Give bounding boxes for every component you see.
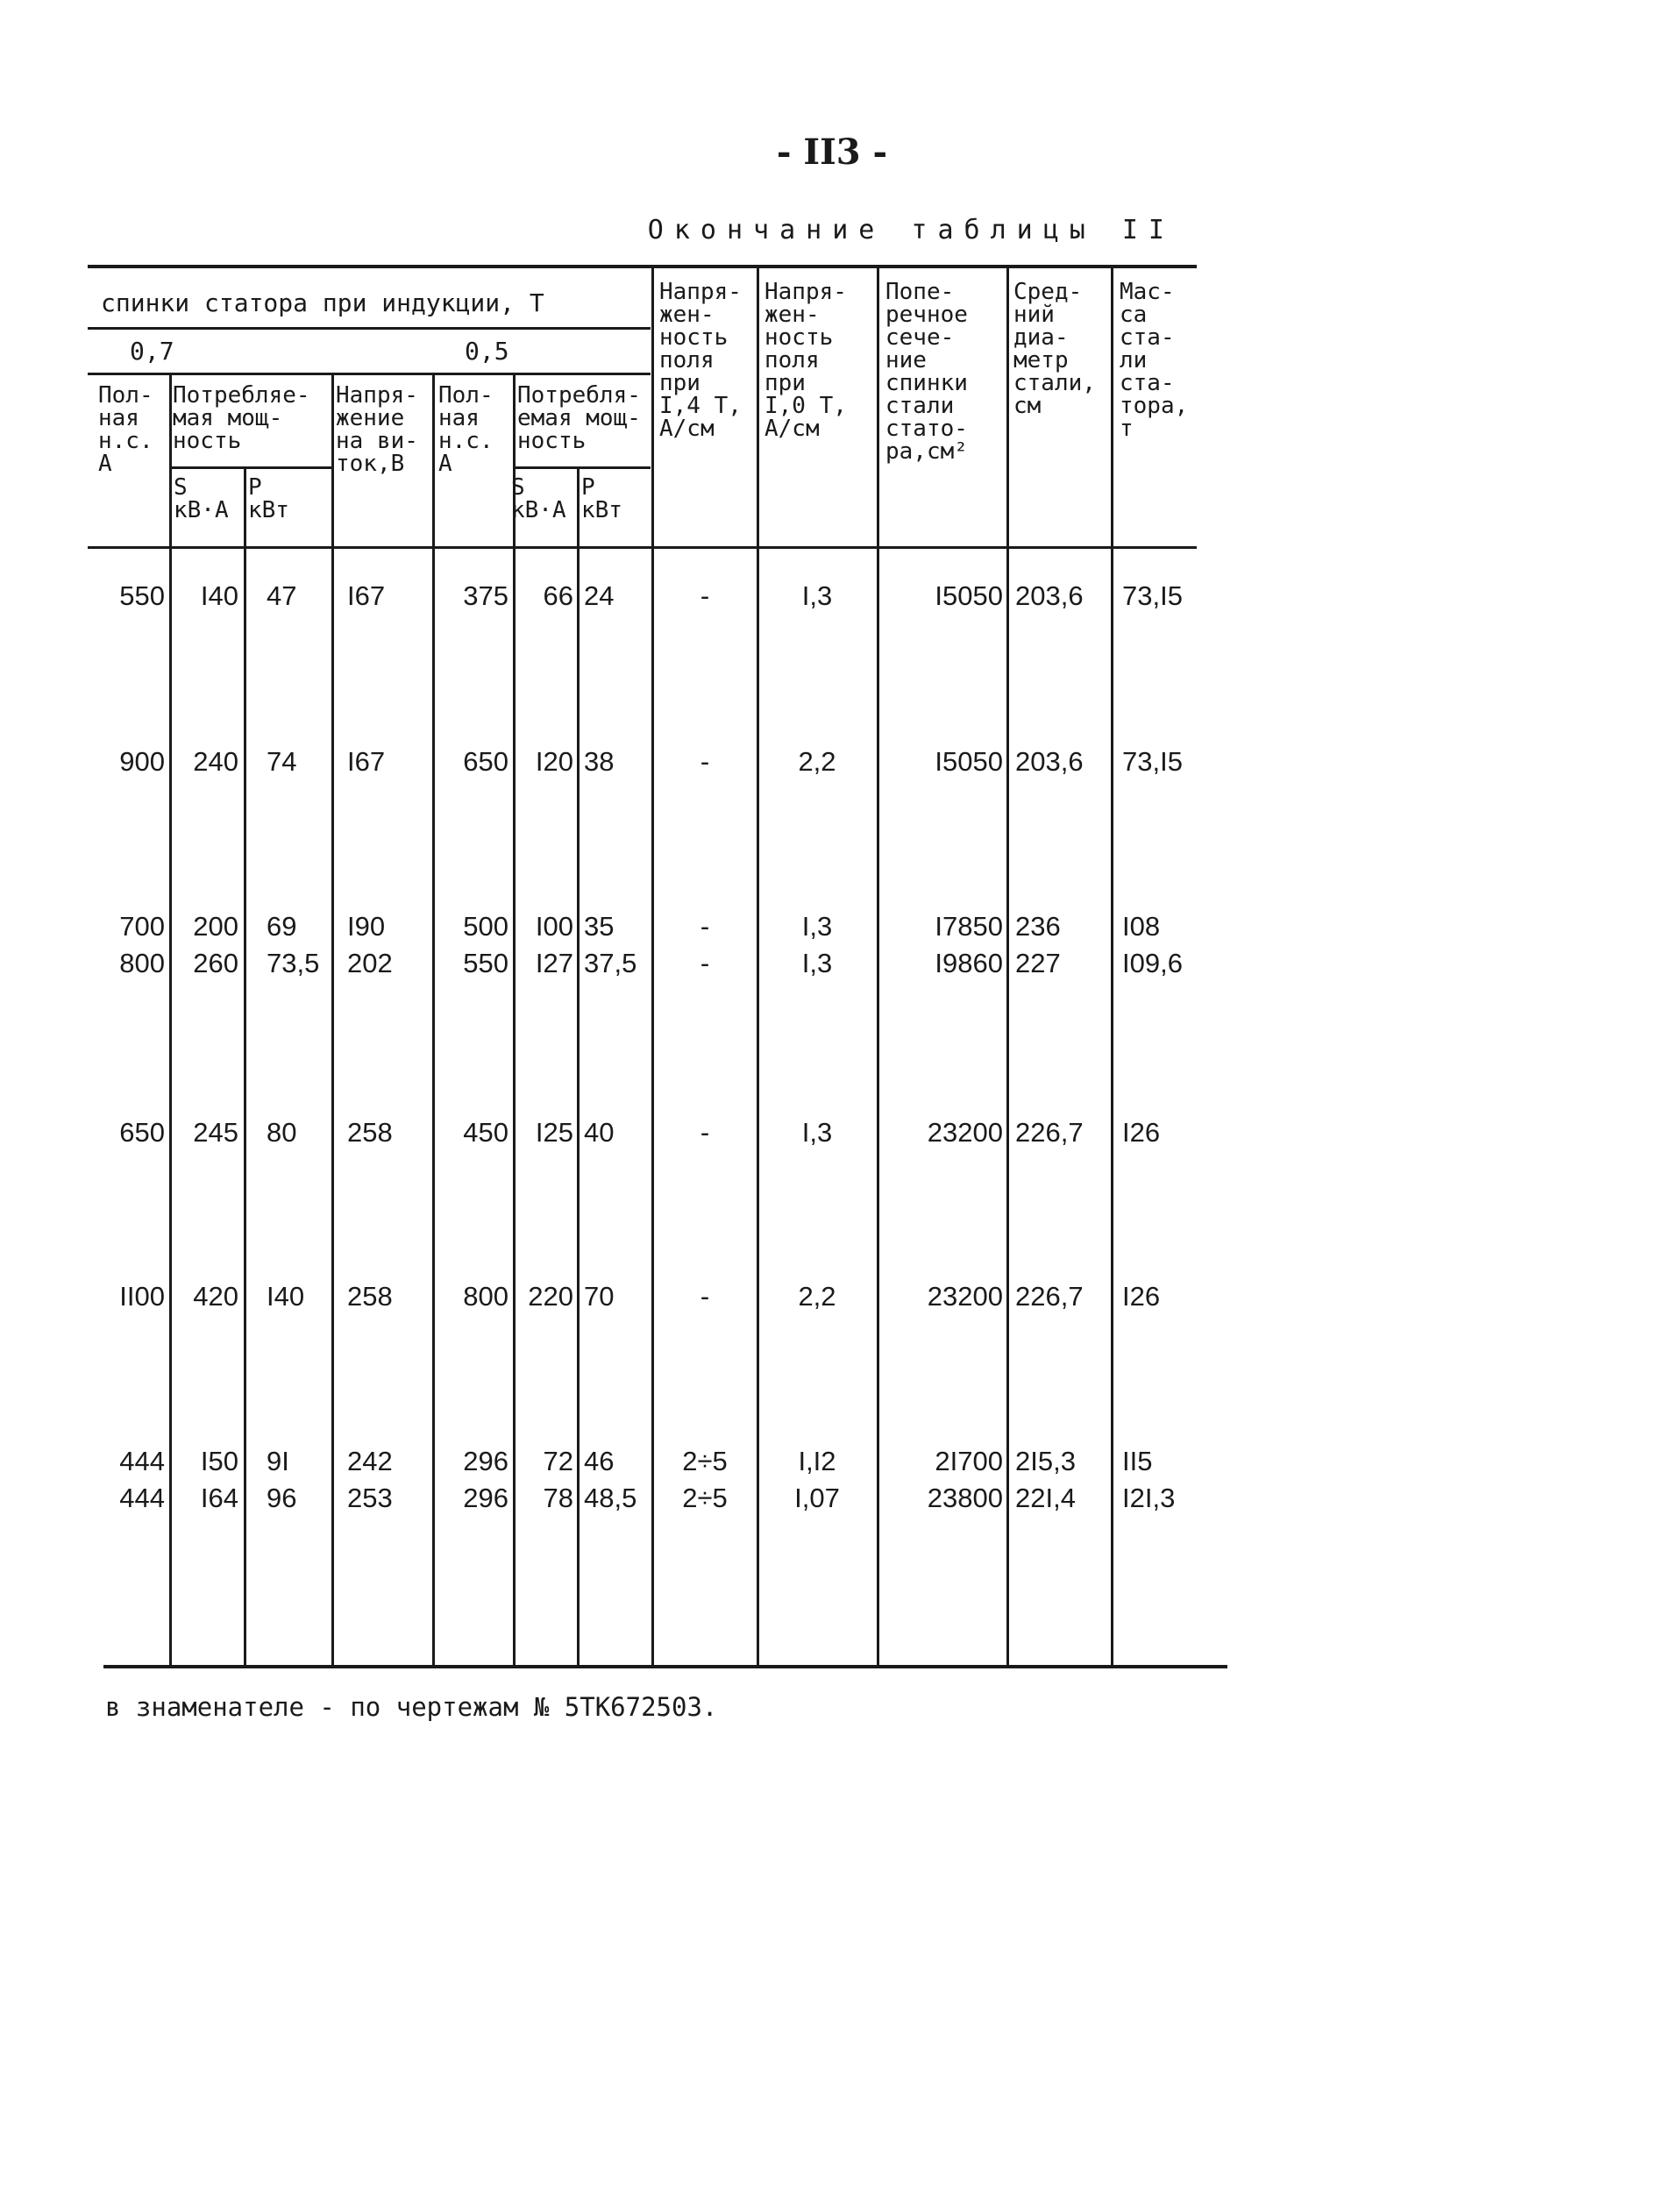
table-cell: 70 bbox=[584, 1281, 615, 1312]
table-cell: 23200 bbox=[927, 1117, 1003, 1148]
table-cell: 200 bbox=[193, 911, 238, 942]
table-cell: I,I2 bbox=[798, 1446, 836, 1476]
table-cell: 444 bbox=[119, 1483, 165, 1513]
mass-header: Мас- са ста- ли ста- тора, т bbox=[1120, 279, 1189, 442]
table-cell: I00 bbox=[535, 911, 573, 942]
table-cell: I2I,3 bbox=[1122, 1483, 1176, 1513]
table-cell: I50 bbox=[200, 1446, 238, 1476]
voltage-header: Напря- жение на ви- ток,В bbox=[336, 382, 418, 477]
table-cell: I67 bbox=[347, 746, 386, 777]
table-cell: I40 bbox=[267, 1281, 305, 1312]
s-unit-b: S кВ·А bbox=[511, 474, 566, 523]
table-cell: 2÷5 bbox=[682, 1483, 728, 1513]
table-cell: 226,7 bbox=[1015, 1117, 1084, 1148]
cross-section-header: Попе- речное сече- ние спинки стали стато- ра,см² bbox=[885, 279, 968, 465]
table-cell: 240 bbox=[193, 746, 238, 777]
col-divider bbox=[1111, 267, 1113, 1665]
table-cell: 258 bbox=[347, 1117, 393, 1148]
s-unit-a: S кВ·А bbox=[174, 474, 229, 523]
table-cell: 242 bbox=[347, 1446, 393, 1476]
table-cell: - bbox=[700, 580, 710, 611]
table-cell: I25 bbox=[535, 1117, 573, 1148]
footnote: в знаменателе - по чертежам № 5ТК672503. bbox=[105, 1692, 718, 1722]
col-divider bbox=[244, 468, 246, 1665]
col-divider bbox=[169, 374, 172, 1665]
table-cell: 2,2 bbox=[798, 746, 836, 777]
table-cell: 203,6 bbox=[1015, 746, 1084, 777]
col-divider bbox=[577, 468, 580, 1665]
table-cell: 227 bbox=[1015, 948, 1061, 978]
table-cell: 80 bbox=[267, 1117, 297, 1148]
col-divider bbox=[331, 374, 334, 1665]
table-cell: II00 bbox=[119, 1281, 165, 1312]
table-cell: - bbox=[700, 911, 710, 942]
table-cell: 245 bbox=[193, 1117, 238, 1148]
table-cell: 236 bbox=[1015, 911, 1061, 942]
table-cell: 700 bbox=[119, 911, 165, 942]
table-cell: 78 bbox=[543, 1483, 573, 1513]
table-cell: - bbox=[700, 948, 710, 978]
field-10-header: Напря- жен- ность поля при I,0 Т, А/см bbox=[764, 279, 847, 442]
table-cell: I,3 bbox=[801, 948, 833, 978]
table-cell: 23800 bbox=[927, 1483, 1003, 1513]
table-cell: 550 bbox=[119, 580, 165, 611]
table-cell: 2,2 bbox=[798, 1281, 836, 1312]
table-cell: I,3 bbox=[801, 911, 833, 942]
table-cell: 650 bbox=[119, 1117, 165, 1148]
table-cell: I27 bbox=[535, 948, 573, 978]
table-cell: 9I bbox=[267, 1446, 289, 1476]
table-cell: II5 bbox=[1122, 1446, 1153, 1476]
diameter-header: Сред- ний диа- метр стали, см bbox=[1013, 279, 1096, 419]
table-cell: 38 bbox=[584, 746, 615, 777]
field-14-header: Напря- жен- ность поля при I,4 Т, А/см bbox=[659, 279, 742, 442]
table-cell: 450 bbox=[463, 1117, 508, 1148]
page-number: - II3 - bbox=[776, 132, 888, 173]
table-caption: Окончание таблицы II bbox=[647, 215, 1175, 245]
table-cell: I5050 bbox=[935, 580, 1003, 611]
power-b-rule bbox=[513, 466, 651, 469]
col-divider bbox=[757, 267, 759, 1665]
table-cell: 48,5 bbox=[584, 1483, 637, 1513]
col-divider bbox=[513, 374, 516, 1665]
table-cell: 66 bbox=[543, 580, 573, 611]
table-cell: 2÷5 bbox=[682, 1446, 728, 1476]
table-cell: 69 bbox=[267, 911, 297, 942]
p-unit-b: Р кВт bbox=[581, 474, 622, 523]
table-cell: 800 bbox=[463, 1281, 508, 1312]
power-a-header: Потребляе- мая мощ- ность bbox=[173, 382, 310, 454]
table-cell: 46 bbox=[584, 1446, 615, 1476]
power-a-rule bbox=[169, 466, 331, 469]
table-cell: I,3 bbox=[801, 580, 833, 611]
table-cell: 203,6 bbox=[1015, 580, 1084, 611]
table-cell: 73,I5 bbox=[1122, 746, 1183, 777]
table-cell: I40 bbox=[200, 580, 238, 611]
table-cell: 260 bbox=[193, 948, 238, 978]
table-cell: I5050 bbox=[935, 746, 1003, 777]
table-cell: 226,7 bbox=[1015, 1281, 1084, 1312]
table-cell: 35 bbox=[584, 911, 615, 942]
full-ns-a-header: Пол- ная н.с. А bbox=[98, 382, 153, 477]
table-cell: I20 bbox=[535, 746, 573, 777]
table-cell: 444 bbox=[119, 1446, 165, 1476]
power-b-header: Потребля- емая мощ- ность bbox=[517, 382, 641, 454]
table-cell: I08 bbox=[1122, 911, 1161, 942]
table-cell: 900 bbox=[119, 746, 165, 777]
table-cell: 650 bbox=[463, 746, 508, 777]
table-cell: 2I700 bbox=[935, 1446, 1003, 1476]
induction-b-label: 0,5 bbox=[465, 337, 509, 366]
table-cell: 375 bbox=[463, 580, 508, 611]
table-cell: I09,6 bbox=[1122, 948, 1183, 978]
table-cell: I,3 bbox=[801, 1117, 833, 1148]
table-cell: 253 bbox=[347, 1483, 393, 1513]
table-cell: 47 bbox=[267, 580, 297, 611]
full-ns-b-header: Пол- ная н.с. А bbox=[438, 382, 494, 477]
col-divider bbox=[877, 267, 879, 1665]
table-cell: 2I5,3 bbox=[1015, 1446, 1076, 1476]
table-cell: 23200 bbox=[927, 1281, 1003, 1312]
table-cell: 296 bbox=[463, 1446, 508, 1476]
table-cell: 73,I5 bbox=[1122, 580, 1183, 611]
table-cell: 202 bbox=[347, 948, 393, 978]
table-cell: 420 bbox=[193, 1281, 238, 1312]
p-unit-a: Р кВт bbox=[248, 474, 289, 523]
col-divider bbox=[1006, 267, 1009, 1665]
header-bottom-rule bbox=[88, 546, 1197, 549]
table-cell: 37,5 bbox=[584, 948, 637, 978]
table-cell: I9860 bbox=[935, 948, 1003, 978]
table-cell: I,07 bbox=[794, 1483, 840, 1513]
table-cell: 73,5 bbox=[267, 948, 320, 978]
table-cell: I7850 bbox=[935, 911, 1003, 942]
table-cell: 24 bbox=[584, 580, 615, 611]
table-cell: 550 bbox=[463, 948, 508, 978]
col-divider bbox=[651, 267, 654, 1665]
table-cell: - bbox=[700, 746, 710, 777]
subheader-rule bbox=[88, 373, 651, 375]
induction-rule bbox=[88, 327, 651, 330]
group-title: спинки статора при индукции, Т bbox=[101, 288, 544, 317]
table-cell: I26 bbox=[1122, 1281, 1161, 1312]
table-cell: I26 bbox=[1122, 1117, 1161, 1148]
table-cell: - bbox=[700, 1281, 710, 1312]
table-cell: I67 bbox=[347, 580, 386, 611]
table-cell: 72 bbox=[543, 1446, 573, 1476]
table-bottom-rule bbox=[103, 1665, 1227, 1668]
table-cell: 500 bbox=[463, 911, 508, 942]
induction-a-label: 0,7 bbox=[130, 337, 174, 366]
table-cell: 296 bbox=[463, 1483, 508, 1513]
table-top-rule bbox=[88, 265, 1197, 268]
table-cell: 22I,4 bbox=[1015, 1483, 1076, 1513]
table-cell: I64 bbox=[200, 1483, 238, 1513]
table-cell: 800 bbox=[119, 948, 165, 978]
table-cell: - bbox=[700, 1117, 710, 1148]
table-cell: 220 bbox=[528, 1281, 573, 1312]
table-cell: 96 bbox=[267, 1483, 297, 1513]
table-cell: 74 bbox=[267, 746, 297, 777]
table-cell: I90 bbox=[347, 911, 386, 942]
table-cell: 258 bbox=[347, 1281, 393, 1312]
table-cell: 40 bbox=[584, 1117, 615, 1148]
